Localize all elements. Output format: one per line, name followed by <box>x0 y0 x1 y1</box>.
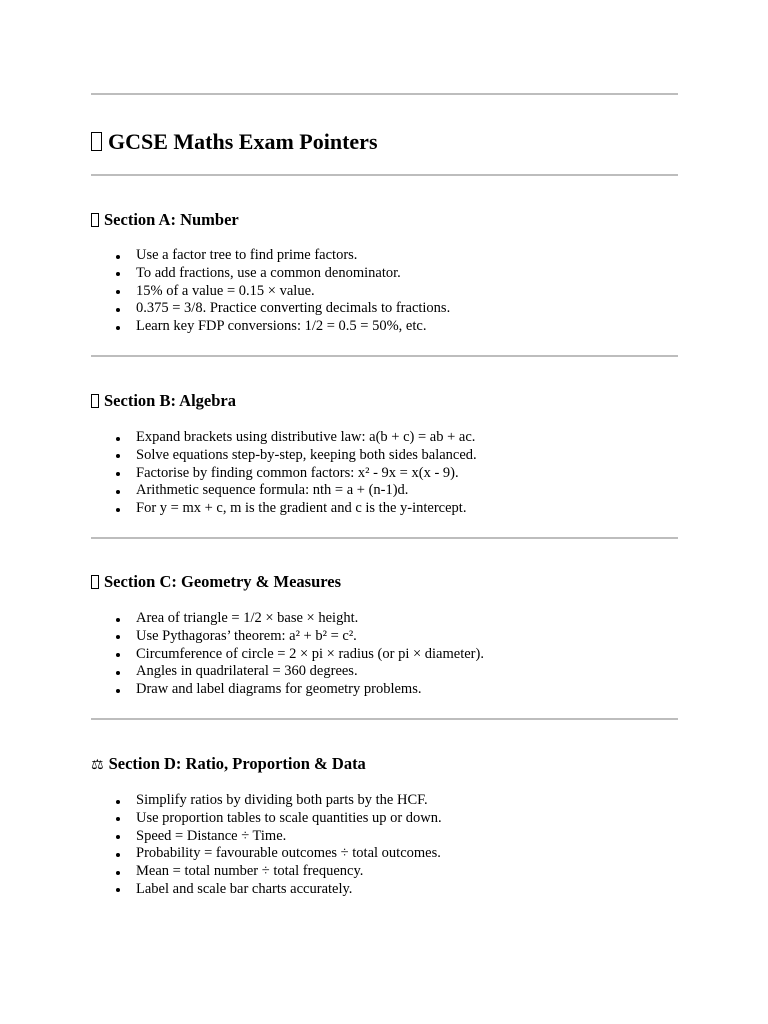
page-title-text: GCSE Maths Exam Pointers <box>108 129 378 154</box>
section-d-heading-text: Section D: Ratio, Proportion & Data <box>108 754 366 773</box>
list-item: 15% of a value = 0.15 × value. <box>136 283 450 301</box>
page-title <box>91 128 378 156</box>
list-item: Label and scale bar charts accurately. <box>136 881 442 899</box>
section-d-heading <box>91 753 366 776</box>
missing-glyph-box-icon <box>91 213 99 227</box>
list-item: Angles in quadrilateral = 360 degrees. <box>136 663 484 681</box>
list-item: Use proportion tables to scale quantities up or down. <box>136 809 442 826</box>
section-a-list <box>136 247 450 336</box>
missing-glyph-box-icon <box>91 132 102 151</box>
list-item: 0.375 = 3/8. Practice converting decimals to fractions. <box>136 300 451 317</box>
horizontal-rule <box>91 355 678 357</box>
horizontal-rule <box>91 93 678 95</box>
list-item: Simplify ratios by dividing both parts by the HCF. <box>136 792 442 810</box>
section-d-list <box>136 792 442 899</box>
list-item: Solve equations step-by-step, keeping both sides balanced. <box>136 446 477 463</box>
section-c-heading <box>91 571 341 593</box>
list-item: For y = mx + c, m is the gradient and c is the y-intercept. <box>136 500 477 518</box>
scales-icon: ⚖ <box>91 757 104 773</box>
list-item: Factorise by finding common factors: x² - 9x = x(x - 9). <box>136 465 477 483</box>
section-a-heading-text: Section A: Number <box>104 210 239 229</box>
list-item: Area of triangle = 1/2 × base × height. <box>136 610 484 628</box>
horizontal-rule <box>91 537 678 539</box>
list-item: Learn key FDP conversions: 1/2 = 0.5 = 50%, etc. <box>136 318 450 336</box>
section-a-heading <box>91 209 239 231</box>
section-b-heading <box>91 390 236 412</box>
horizontal-rule <box>91 718 678 720</box>
list-item: To add fractions, use a common denominator. <box>136 265 450 283</box>
horizontal-rule <box>91 174 678 176</box>
section-b-heading-text: Section B: Algebra <box>104 391 236 410</box>
list-item: Circumference of circle = 2 × pi × radius (or pi × diameter). <box>136 645 484 662</box>
missing-glyph-box-icon <box>91 394 99 408</box>
list-item: Draw and label diagrams for geometry problems. <box>136 681 484 699</box>
list-item: Arithmetic sequence formula: nth = a + (n-1)d. <box>136 482 477 500</box>
list-item: Use a factor tree to find prime factors. <box>136 247 450 265</box>
list-item: Expand brackets using distributive law: a(b + c) = ab + ac. <box>136 429 476 445</box>
list-item: Mean = total number ÷ total frequency. <box>136 863 442 881</box>
section-c-list <box>136 610 484 699</box>
list-item: Probability = favourable outcomes ÷ total outcomes. <box>136 845 441 862</box>
section-c-heading-text: Section C: Geometry & Measures <box>104 572 342 591</box>
list-item: Speed = Distance ÷ Time. <box>136 828 442 846</box>
section-b-list <box>136 429 477 518</box>
list-item: Use Pythagoras’ theorem: a² + b² = c². <box>136 628 484 646</box>
missing-glyph-box-icon <box>91 575 99 589</box>
